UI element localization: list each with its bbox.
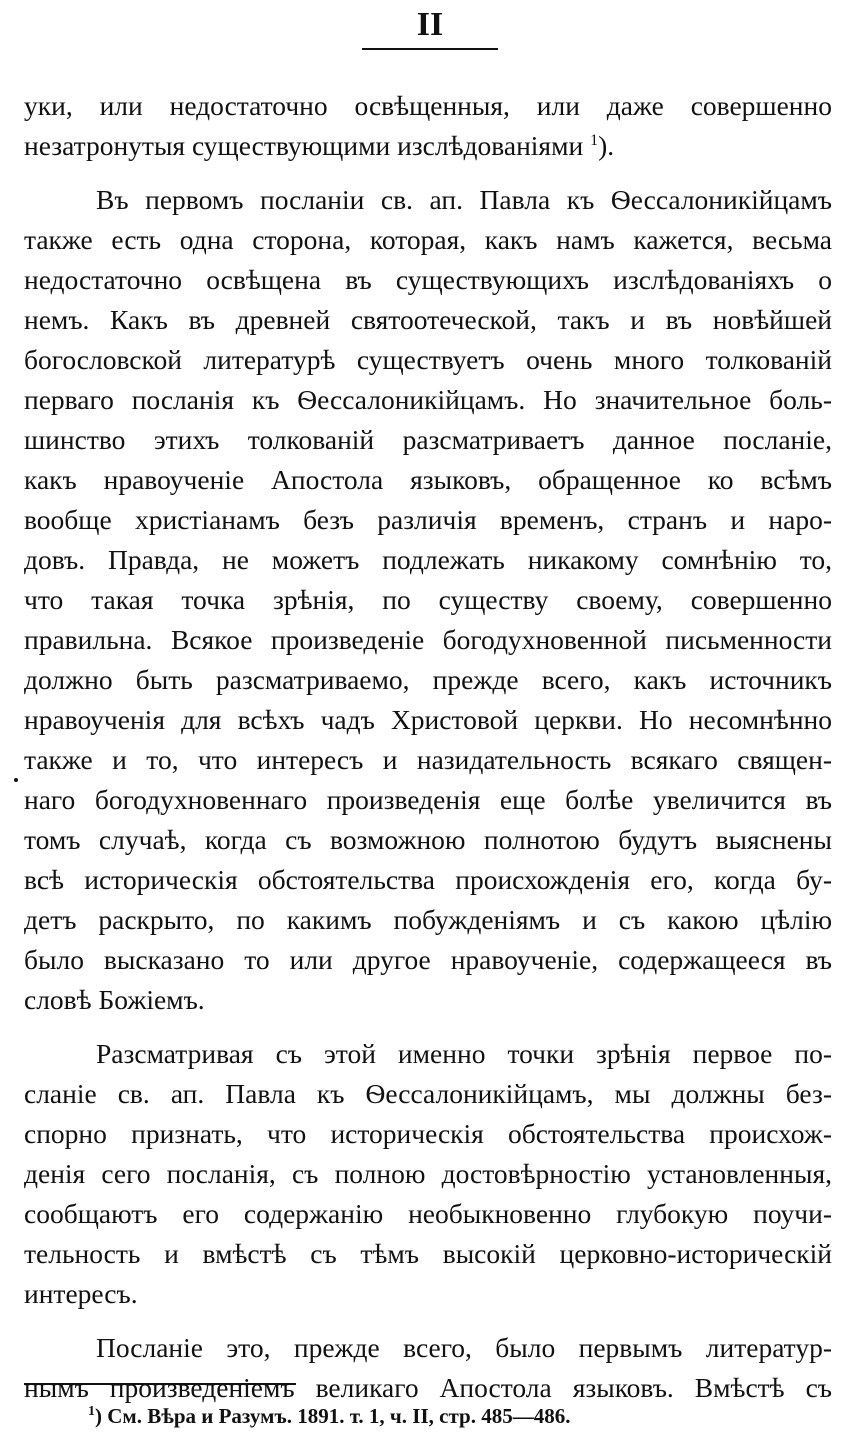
text-line: недостаточно освѣщена въ существующихъ изслѣдованiяхъ о — [24, 264, 832, 295]
paragraph — [24, 86, 832, 166]
text-line: что такая точка зрѣнiя, по существу своему, совершенно — [24, 584, 832, 615]
text-line: сланiе св. ап. Павла къ Ѳессалоникiйцамъ, мы должны без- — [24, 1078, 832, 1109]
text-line: правильна. Всякое произведенiе богодухновенной письменности — [24, 624, 832, 655]
text-line: какъ нравоученiе Апостола языковъ, обращенное ко всѣмъ — [24, 464, 832, 495]
footnote-mark: 1 — [88, 1404, 95, 1419]
footnote-reference[interactable]: 1 — [590, 132, 599, 149]
page-number: II — [416, 6, 444, 43]
text-line: денiя сего посланiя, съ полною достовѣрностiю установленныя, — [24, 1158, 832, 1189]
text-line: вообще христiанамъ безъ различiя временъ, странъ и наро- — [24, 504, 832, 535]
text-line: детъ раскрыто, по какимъ побужденiямъ и съ какою цѣлiю — [24, 904, 832, 935]
footnote-rule — [24, 1383, 296, 1385]
text-line: также и то, что интересъ и назидательность всякаго священ- — [24, 744, 832, 775]
text-line: нравоученiя для всѣхъ чадъ Христовой церкви. Но несомнѣнно — [24, 704, 832, 735]
text-line: томъ случаѣ, когда съ возможною полнотою будутъ выяснены — [24, 824, 832, 855]
text-line: Въ первомъ посланiи св. ап. Павла къ Ѳессалоникiйцамъ — [96, 184, 832, 215]
text-line: наго богодухновеннаго произведенiя еще болѣе увеличится въ — [24, 784, 832, 815]
text-line-content: незатронутыя существующими изслѣдованiями — [24, 130, 584, 161]
text-line: также есть одна сторона, которая, какъ намъ кажется, весьма — [24, 224, 832, 255]
text-line — [24, 126, 832, 166]
footnote — [88, 1402, 570, 1430]
text-line: Разсматривая съ этой именно точки зрѣнiя первое по- — [96, 1038, 832, 1069]
text-line: интересъ. — [24, 1278, 138, 1309]
text-line: богословской литературѣ существуетъ очень много толкованiй — [24, 344, 832, 375]
text-line: должно быть разсматриваемо, прежде всего, какъ источникъ — [24, 664, 832, 695]
text-line: было высказано то или другое нравоученiе, содержащееся въ — [24, 944, 832, 975]
text-line: спорно признать, что историческiя обстоятельства происхож- — [24, 1118, 832, 1149]
text-line: всѣ историческiя обстоятельства происхожденiя его, когда бу- — [24, 864, 832, 895]
text-line: уки, или недостаточно освѣщенныя, или даже совершенно — [24, 90, 832, 121]
text-line: сообщаютъ его содержанiю необыкновенно глубокую поучи- — [24, 1198, 832, 1229]
text-line: словѣ Божiемъ. — [24, 984, 205, 1015]
text-line: Посланiе это, прежде всего, было первымъ литератур- — [96, 1332, 832, 1363]
paragraph — [24, 1034, 832, 1314]
body-text — [24, 86, 832, 1408]
text-line-tail: ). — [598, 130, 615, 161]
text-line: тельность и вмѣстѣ съ тѣмъ высокiй церковно-историческiй — [24, 1238, 832, 1269]
footnote-text: ) См. Вѣра и Разумъ. 1891. т. 1, ч. II, стр. 485—486. — [95, 1404, 571, 1428]
paragraph — [24, 1328, 832, 1408]
text-line: нымъ произведенiемъ великаго Апостола языковъ. Вмѣстѣ съ — [24, 1372, 832, 1403]
text-line: довъ. Правда, не можетъ подлежать никакому сомнѣнiю то, — [24, 544, 832, 575]
page-number-rule — [362, 48, 498, 50]
text-line: шинство этихъ толкованiй разсматриваетъ данное посланiе, — [24, 424, 832, 455]
print-speck — [14, 778, 18, 782]
text-line: немъ. Какъ въ древней святоотеческой, такъ и въ новѣйшей — [24, 304, 832, 335]
text-line: перваго посланiя къ Ѳессалоникiйцамъ. Но значительное боль- — [24, 384, 832, 415]
paragraph — [24, 180, 832, 1020]
